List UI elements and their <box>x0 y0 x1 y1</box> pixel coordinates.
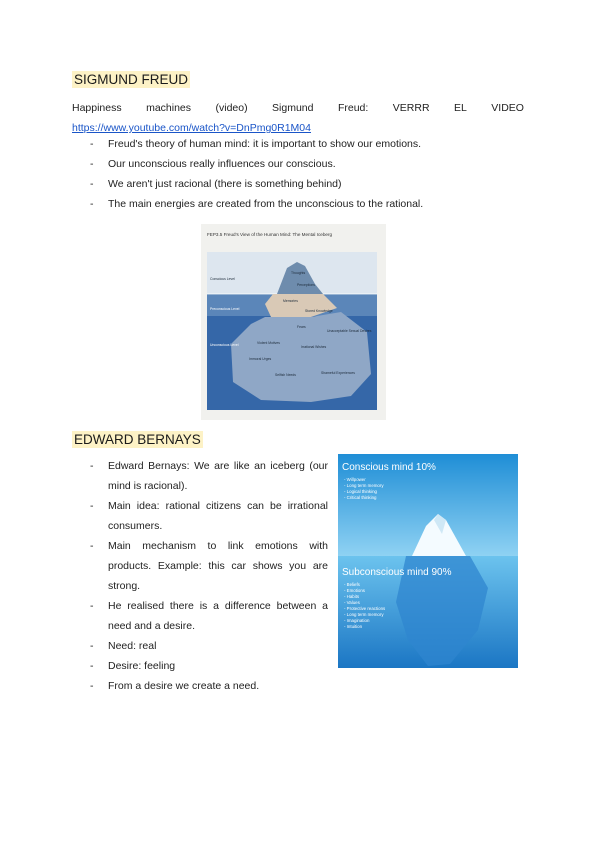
intro-word: (video) <box>215 102 248 114</box>
subconscious-item: - Emotions <box>344 588 365 593</box>
label-conscious: Conscious Level <box>210 277 235 281</box>
label-preconscious: Preconscious Level <box>210 307 240 311</box>
list-item: - Desire: feeling <box>90 660 176 672</box>
label-stored-knowledge: Stored Knowledge <box>305 309 333 313</box>
subconscious-item: - Protective reactions <box>344 606 386 611</box>
conscious-item: - Logical thinking <box>344 489 377 494</box>
list-item: - Main mechanism to link emotions with products. Example: this car shows you are strong. <box>90 540 328 592</box>
conscious-subconscious-iceberg-image <box>338 454 518 668</box>
list-item: - He realised there is a difference between a need and a desire. <box>90 600 328 632</box>
intro-word: Sigmund <box>272 102 314 114</box>
intro-word: machines <box>146 102 192 114</box>
list-item: - We aren't just racional (there is something behind) <box>90 178 342 190</box>
list-item: - Freud's theory of human mind: it is important to show our emotions. <box>90 138 422 150</box>
section-heading-freud: SIGMUND FREUD <box>74 72 188 87</box>
intro-word: Freud: <box>337 102 369 114</box>
label-selfish-needs: Selfish Needs <box>275 373 296 377</box>
list-item: - Need: real <box>90 640 157 652</box>
label-irrational-wishes: Irrational Wishes <box>301 345 327 349</box>
conscious-item: - Willpower <box>344 477 366 482</box>
subconscious-item: - Imagination <box>344 618 370 623</box>
label-memories: Memories <box>283 299 298 303</box>
label-thoughts: Thoughts <box>291 271 306 275</box>
label-violent-motives: Violent Motives <box>257 341 280 345</box>
subconscious-item: - Long term memory <box>344 612 384 617</box>
label-immoral-urges: Immoral Urges <box>249 357 272 361</box>
label-fears: Fears <box>297 325 306 329</box>
conscious-item: - Critical thinking <box>344 495 377 500</box>
label-perceptions: Perceptions <box>297 283 315 287</box>
freud-bullet-list <box>72 134 532 214</box>
list-item: - The main energies are created from the unconscious to the rational. <box>90 198 424 210</box>
intro-word: VIDEO <box>491 102 524 114</box>
subconscious-item: - Values <box>344 600 360 605</box>
subconscious-title: Subconscious mind 90% <box>342 567 452 578</box>
list-item: - From a desire we create a need. <box>90 680 260 692</box>
label-shameful-experiences: Shameful Experiences <box>321 371 355 375</box>
subconscious-item: - Habits <box>344 594 360 599</box>
list-item: - Main idea: rational citizens can be irrational consumers. <box>90 500 328 532</box>
label-unconscious: Unconscious Level <box>210 343 239 347</box>
figure-title: FEP3.5 Freud's View of the Human Mind: The Mental Iceberg <box>207 232 333 237</box>
list-item: - Edward Bernays: We are like an iceberg (our mind is racional). <box>90 460 328 492</box>
label-sexual-desires: Unacceptable Sexual Desires <box>327 329 372 333</box>
intro-word: EL <box>453 102 467 114</box>
conscious-title: Conscious mind 10% <box>342 462 436 473</box>
intro-word: VERRR <box>392 102 430 114</box>
intro-line <box>72 98 524 118</box>
youtube-link[interactable]: https://www.youtube.com/watch?v=DnPmg0R1M04 <box>72 122 311 134</box>
subconscious-item: - Intuition <box>344 624 363 629</box>
intro-word: Happiness <box>72 102 122 114</box>
conscious-item: - Long term memory <box>344 483 384 488</box>
subconscious-item: - Beliefs <box>344 582 360 587</box>
freud-iceberg-image <box>201 224 386 420</box>
intro-paragraph <box>72 98 524 138</box>
section-heading-bernays: EDWARD BERNAYS <box>74 432 201 447</box>
list-item: - Our unconscious really influences our conscious. <box>90 158 336 170</box>
bernays-bullet-list <box>72 456 328 696</box>
